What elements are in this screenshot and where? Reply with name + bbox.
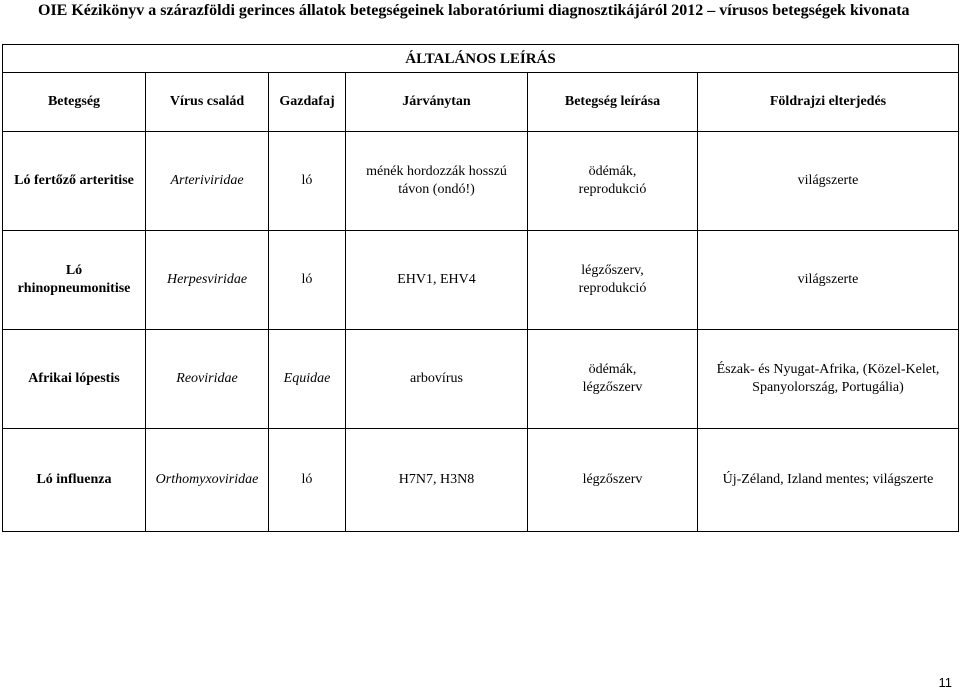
cell-description-line: légzőszerv, — [581, 263, 644, 278]
cell-host: ló — [269, 132, 346, 231]
header-geography: Földrajzi elterjedés — [698, 73, 959, 132]
disease-table — [2, 44, 959, 532]
cell-description-line: reprodukció — [578, 182, 647, 197]
cell-disease: Ló influenza — [3, 429, 146, 532]
table-header-row — [3, 73, 959, 132]
cell-geography: világszerte — [698, 231, 959, 330]
cell-description-line: ödémák, — [588, 164, 637, 179]
cell-disease — [3, 231, 146, 330]
cell-disease-line: Ló — [65, 263, 83, 278]
cell-family: Arteriviridae — [146, 132, 269, 231]
cell-description — [528, 231, 698, 330]
cell-description: légzőszerv — [528, 429, 698, 532]
document-title: OIE Kézikönyv a szárazföldi gerinces állatok betegségeinek laboratóriumi diagnosztikájáról 2012 – vírusos betegségek kivonata — [38, 2, 910, 19]
cell-geography: Új-Zéland, Izland mentes; világszerte — [698, 429, 959, 532]
cell-host: ló — [269, 231, 346, 330]
cell-description-line: ödémák, — [588, 362, 637, 377]
cell-epidemiology-line: ménék hordozzák hosszú — [366, 164, 507, 179]
table-row — [3, 132, 959, 231]
cell-geography — [698, 330, 959, 429]
page-number: 11 — [938, 675, 952, 690]
table-row — [3, 429, 959, 532]
cell-geography-line: Spanyolország, Portugália) — [752, 380, 904, 395]
header-family: Vírus család — [146, 73, 269, 132]
table-row — [3, 231, 959, 330]
header-epidemiology: Járványtan — [346, 73, 528, 132]
cell-disease: Ló fertőző arteritise — [3, 132, 146, 231]
cell-epidemiology-line: távon (ondó!) — [398, 182, 475, 197]
table-section-row — [3, 45, 959, 73]
cell-family: Orthomyxoviridae — [146, 429, 269, 532]
cell-geography: világszerte — [698, 132, 959, 231]
cell-description — [528, 132, 698, 231]
section-title: ÁLTALÁNOS LEÍRÁS — [3, 45, 959, 73]
cell-epidemiology: EHV1, EHV4 — [346, 231, 528, 330]
header-description: Betegség leírása — [528, 73, 698, 132]
cell-geography-line: Észak- és Nyugat-Afrika, (Közel-Kelet, — [716, 362, 940, 377]
cell-disease: Afrikai lópestis — [3, 330, 146, 429]
table-row — [3, 330, 959, 429]
cell-family: Herpesviridae — [146, 231, 269, 330]
cell-description-line: légzőszerv — [582, 380, 643, 395]
cell-family: Reoviridae — [146, 330, 269, 429]
cell-host: Equidae — [269, 330, 346, 429]
cell-epidemiology — [346, 132, 528, 231]
cell-disease-line: rhinopneumonitise — [17, 281, 131, 296]
cell-host: ló — [269, 429, 346, 532]
cell-epidemiology: H7N7, H3N8 — [346, 429, 528, 532]
header-host: Gazdafaj — [269, 73, 346, 132]
cell-description — [528, 330, 698, 429]
cell-epidemiology: arbovírus — [346, 330, 528, 429]
header-disease: Betegség — [3, 73, 146, 132]
cell-description-line: reprodukció — [578, 281, 647, 296]
